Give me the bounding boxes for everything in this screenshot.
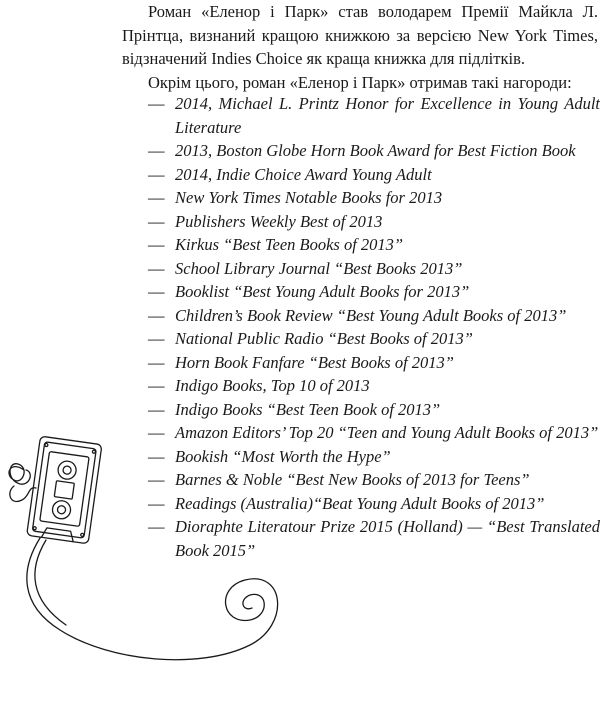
intro-text <box>122 0 598 94</box>
list-dash: — <box>148 470 165 489</box>
award-item <box>148 186 600 210</box>
award-text: Kirkus “Best Teen Books of 2013” <box>175 235 404 254</box>
list-dash: — <box>148 282 165 301</box>
list-dash: — <box>148 517 165 536</box>
award-item <box>148 163 600 187</box>
award-item <box>148 304 600 328</box>
intro-paragraph-1: Роман «Еленор і Парк» став володарем Премії Майкла Л. Прінтца, визнаний кращою книжкою за версією New York Times, відзначений Indies Choice як краща книжка для підлітків. <box>122 2 598 68</box>
list-dash: — <box>148 305 165 325</box>
award-text: 2014, Indie Choice Award Young Adult <box>175 164 432 184</box>
list-dash: — <box>148 141 165 160</box>
award-text: Horn Book Fanfare “Best Books of 2013” <box>175 352 454 372</box>
list-dash: — <box>148 352 165 372</box>
list-dash: — <box>148 493 165 513</box>
list-dash: — <box>148 399 165 419</box>
award-item <box>148 210 600 234</box>
award-item <box>148 374 600 398</box>
award-item <box>148 351 600 375</box>
award-item <box>148 327 600 351</box>
list-dash: — <box>148 329 165 348</box>
list-dash: — <box>148 211 165 231</box>
award-text: 2013, Boston Globe Horn Book Award for Best Fiction Book <box>175 141 576 160</box>
list-dash: — <box>148 164 165 184</box>
award-text: Indigo Books, Top 10 of 2013 <box>175 376 370 395</box>
award-text: Children’s Book Review “Best Young Adult Books of 2013” <box>175 305 567 325</box>
cassette-tape-icon <box>0 430 300 711</box>
award-text: Booklist “Best Young Adult Books for 2013” <box>175 282 470 301</box>
award-text: School Library Journal “Best Books 2013” <box>175 258 463 278</box>
award-text: National Public Radio “Best Books of 2013” <box>175 329 473 348</box>
award-item <box>148 257 600 281</box>
award-text: Bookish “Most Worth the Hype” <box>175 446 391 466</box>
list-dash: — <box>148 235 165 254</box>
award-item <box>148 139 600 163</box>
award-text: Dioraphte Literatour Prize 2015 (Holland) — “Best Translated Book 2015” <box>175 517 600 560</box>
award-text: Indigo Books “Best Teen Book of 2013” <box>175 399 441 419</box>
list-dash: — <box>148 376 165 395</box>
award-text: New York Times Notable Books for 2013 <box>175 188 443 207</box>
award-item <box>148 233 600 257</box>
list-dash: — <box>148 188 165 207</box>
list-dash: — <box>148 94 165 113</box>
award-text: Amazon Editors’ Top 20 “Teen and Young Adult Books of 2013” <box>175 423 599 442</box>
award-text: 2014, Michael L. Printz Honor for Excellence in Young Adult Literature <box>175 94 600 137</box>
list-dash: — <box>148 423 165 442</box>
award-text: Publishers Weekly Best of 2013 <box>175 211 383 231</box>
award-item <box>148 92 600 139</box>
award-text: Readings (Australia)“Beat Young Adult Books of 2013” <box>175 493 545 513</box>
intro-paragraph-2: Окрім цього, роман «Еленор і Парк» отримав такі нагороди: <box>148 72 572 92</box>
award-item <box>148 398 600 422</box>
award-text: Barnes & Noble “Best New Books of 2013 for Teens” <box>175 470 530 489</box>
list-dash: — <box>148 258 165 278</box>
list-dash: — <box>148 446 165 466</box>
award-item <box>148 280 600 304</box>
